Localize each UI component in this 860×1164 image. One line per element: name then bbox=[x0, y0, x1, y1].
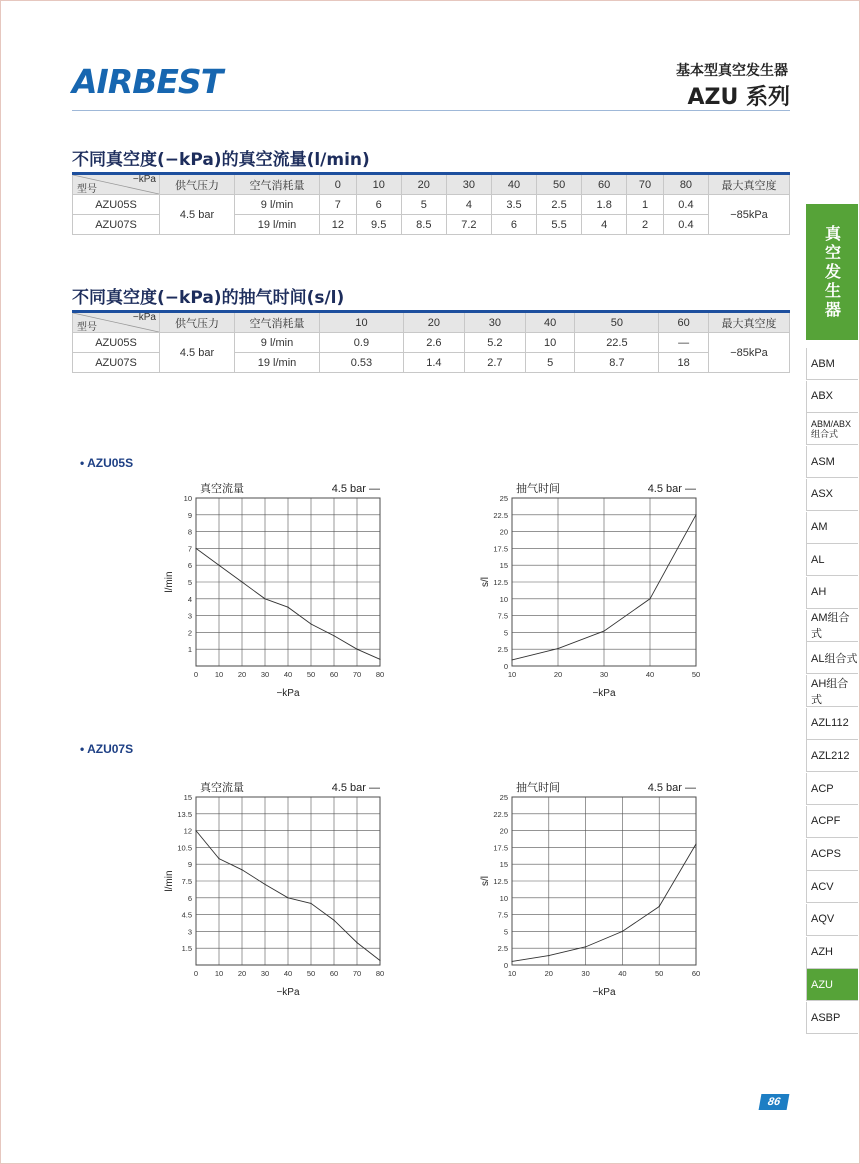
y-axis-label: s/l bbox=[480, 876, 491, 886]
data-point bbox=[310, 903, 311, 904]
brand-name: AIRBEST bbox=[72, 62, 223, 101]
value-cell: 4 bbox=[582, 215, 627, 235]
model-cell: AZU05S bbox=[73, 333, 160, 353]
y-tick-label: 13.5 bbox=[177, 809, 192, 819]
header-max: 最大真空度 bbox=[709, 174, 790, 195]
data-point bbox=[585, 946, 586, 947]
model-cell: AZU07S bbox=[73, 215, 160, 235]
header-level: 10 bbox=[320, 312, 404, 333]
y-tick-label: 15 bbox=[499, 860, 508, 870]
x-tick-label: 60 bbox=[329, 969, 339, 978]
y-tick-label: 20 bbox=[499, 527, 508, 537]
sidebar-item[interactable]: ACV bbox=[806, 871, 858, 903]
data-point bbox=[649, 598, 650, 599]
azu05s-evac-chart bbox=[476, 474, 716, 710]
x-tick-label: 60 bbox=[329, 670, 339, 679]
y-tick-label: 3 bbox=[187, 927, 192, 937]
y-tick-label: 10 bbox=[183, 494, 192, 503]
y-tick-label: 17.5 bbox=[493, 843, 508, 853]
data-point bbox=[548, 955, 549, 956]
sidebar-item[interactable]: AH bbox=[806, 577, 858, 609]
y-tick-label: 10 bbox=[499, 594, 508, 604]
data-point bbox=[659, 906, 660, 907]
y-tick-label: 25 bbox=[499, 793, 508, 802]
y-tick-label: 6 bbox=[187, 561, 192, 571]
value-cell: 5 bbox=[401, 195, 446, 215]
azu05s-heading: • AZU05S bbox=[80, 456, 134, 470]
value-cell: 5.5 bbox=[537, 215, 582, 235]
header-air: 空气消耗量 bbox=[235, 174, 320, 195]
chart-title: 抽气时间 bbox=[516, 483, 560, 495]
header-category: 基本型真空发生器 bbox=[676, 63, 788, 79]
data-point bbox=[310, 623, 311, 624]
y-tick-label: 7.5 bbox=[497, 910, 508, 920]
data-point bbox=[603, 630, 604, 631]
header-level: 60 bbox=[659, 312, 709, 333]
sidebar-item[interactable]: AZU bbox=[806, 969, 858, 1001]
chart-title: 抽气时间 bbox=[516, 782, 560, 794]
y-tick-label: 0 bbox=[503, 961, 508, 970]
data-point bbox=[511, 659, 512, 660]
model-cell: AZU05S bbox=[73, 195, 160, 215]
y-tick-label: 6 bbox=[187, 893, 192, 903]
header-level: 40 bbox=[491, 174, 536, 195]
sidebar-item[interactable]: ASBP bbox=[806, 1002, 858, 1034]
sidebar-item[interactable]: AZL112 bbox=[806, 708, 858, 740]
header-level: 50 bbox=[537, 174, 582, 195]
data-point bbox=[287, 897, 288, 898]
data-point bbox=[287, 607, 288, 608]
data-point bbox=[695, 514, 696, 515]
header-max: 最大真空度 bbox=[709, 312, 790, 333]
sidebar-item[interactable]: AM组合式 bbox=[806, 610, 858, 642]
azu07s-heading: • AZU07S bbox=[80, 742, 134, 756]
x-axis-label: −kPa bbox=[276, 987, 300, 998]
sidebar-item[interactable]: ACP bbox=[806, 773, 858, 805]
data-point bbox=[333, 635, 334, 636]
y-tick-label: 12 bbox=[183, 826, 192, 836]
y-tick-label: 7.5 bbox=[181, 877, 192, 886]
header-level: 10 bbox=[356, 174, 401, 195]
data-point bbox=[218, 565, 219, 566]
corner-diagonal bbox=[73, 313, 159, 332]
header-pressure: 供气压力 bbox=[160, 312, 235, 333]
x-tick-label: 80 bbox=[375, 969, 385, 978]
flow-table bbox=[72, 172, 790, 235]
x-tick-label: 10 bbox=[214, 670, 224, 679]
y-tick-label: 10 bbox=[499, 893, 508, 903]
value-cell: 2.5 bbox=[537, 195, 582, 215]
chart-legend: 4.5 bar — bbox=[647, 483, 696, 495]
value-cell: 0.9 bbox=[320, 333, 404, 353]
sidebar-item[interactable]: AL组合式 bbox=[806, 642, 858, 674]
y-tick-label: 5 bbox=[187, 578, 192, 587]
y-tick-label: 2 bbox=[187, 628, 192, 638]
sidebar-item[interactable]: AH组合式 bbox=[806, 675, 858, 707]
value-cell: 7 bbox=[320, 195, 357, 215]
header-level: 80 bbox=[663, 174, 708, 195]
x-tick-label: 40 bbox=[618, 969, 627, 978]
azu07s-flow-chart bbox=[160, 773, 400, 1009]
value-cell: 6 bbox=[356, 195, 401, 215]
value-cell: 2.7 bbox=[464, 353, 525, 373]
header-level: 70 bbox=[627, 174, 664, 195]
y-tick-label: 15 bbox=[183, 793, 192, 802]
azu05s-flow-chart bbox=[160, 474, 400, 710]
y-axis-label: s/l bbox=[480, 577, 491, 587]
y-axis-label: l/min bbox=[164, 870, 175, 892]
table2-title: 不同真空度(−kPa)的抽气时间(s/l) bbox=[72, 288, 345, 308]
table-header-row bbox=[73, 312, 790, 333]
sidebar-item[interactable]: ABM bbox=[806, 348, 858, 380]
x-tick-label: 40 bbox=[283, 969, 293, 978]
x-axis-label: −kPa bbox=[592, 987, 616, 998]
air-cell: 19 l/min bbox=[235, 215, 320, 235]
header-series: AZU 系列 bbox=[687, 85, 790, 110]
y-tick-label: 25 bbox=[499, 494, 508, 503]
x-tick-label: 20 bbox=[553, 670, 563, 679]
y-tick-label: 7.5 bbox=[497, 611, 508, 621]
data-point bbox=[356, 649, 357, 650]
x-tick-label: 40 bbox=[645, 670, 655, 679]
y-tick-label: 10.5 bbox=[177, 843, 192, 853]
y-tick-label: 12.5 bbox=[493, 578, 508, 587]
x-tick-label: 80 bbox=[375, 670, 385, 679]
header-level: 30 bbox=[464, 312, 525, 333]
header-pressure: 供气压力 bbox=[160, 174, 235, 195]
corner-unit: −kPa bbox=[132, 313, 156, 323]
sidebar-item[interactable]: ABM/ABX 组合式 bbox=[806, 413, 858, 445]
x-tick-label: 70 bbox=[352, 969, 362, 978]
y-tick-label: 9 bbox=[187, 860, 192, 870]
sidebar-item[interactable]: AQV bbox=[806, 904, 858, 936]
value-cell: 7.2 bbox=[446, 215, 491, 235]
value-cell: 0.4 bbox=[663, 195, 708, 215]
value-cell: 2.6 bbox=[403, 333, 464, 353]
sidebar-category-tab[interactable]: 真空发生器 bbox=[806, 204, 858, 340]
value-cell: 12 bbox=[320, 215, 357, 235]
sidebar-item[interactable]: ACPF bbox=[806, 806, 858, 838]
max-cell: −85kPa bbox=[709, 195, 790, 235]
x-tick-label: 70 bbox=[352, 670, 362, 679]
header-level: 30 bbox=[446, 174, 491, 195]
y-tick-label: 1 bbox=[187, 645, 192, 655]
sidebar-item[interactable]: AL bbox=[806, 544, 858, 576]
header-level: 20 bbox=[401, 174, 446, 195]
x-tick-label: 50 bbox=[306, 969, 316, 978]
data-point bbox=[622, 931, 623, 932]
y-tick-label: 0 bbox=[503, 662, 508, 671]
y-tick-label: 22.5 bbox=[493, 809, 508, 819]
y-tick-label: 5 bbox=[503, 628, 508, 638]
y-tick-label: 12.5 bbox=[493, 877, 508, 886]
air-cell: 19 l/min bbox=[235, 353, 320, 373]
x-tick-label: 0 bbox=[193, 670, 199, 679]
y-tick-label: 1.5 bbox=[181, 944, 192, 954]
table1-title: 不同真空度(−kPa)的真空流量(l/min) bbox=[72, 150, 370, 170]
chart-title: 真空流量 bbox=[200, 483, 244, 495]
data-point bbox=[695, 843, 696, 844]
header-divider bbox=[72, 110, 790, 111]
chart-title: 真空流量 bbox=[200, 782, 244, 794]
y-tick-label: 4 bbox=[187, 594, 192, 604]
y-tick-label: 17.5 bbox=[493, 544, 508, 554]
value-cell: 3.5 bbox=[491, 195, 536, 215]
x-tick-label: 50 bbox=[306, 670, 316, 679]
header-air: 空气消耗量 bbox=[235, 312, 320, 333]
y-tick-label: 22.5 bbox=[493, 510, 508, 520]
data-point bbox=[218, 858, 219, 859]
value-cell: 1.8 bbox=[582, 195, 627, 215]
x-tick-label: 40 bbox=[283, 670, 293, 679]
y-tick-label: 20 bbox=[499, 826, 508, 836]
value-cell: 5.2 bbox=[464, 333, 525, 353]
max-cell: −85kPa bbox=[709, 333, 790, 373]
value-cell: 0.4 bbox=[663, 215, 708, 235]
corner-unit: −kPa bbox=[132, 175, 156, 185]
data-point bbox=[264, 598, 265, 599]
value-cell: 10 bbox=[525, 333, 575, 353]
value-cell: 8.7 bbox=[575, 353, 659, 373]
x-tick-label: 50 bbox=[655, 969, 664, 978]
value-cell: 8.5 bbox=[401, 215, 446, 235]
corner-diagonal bbox=[73, 175, 159, 194]
air-cell: 9 l/min bbox=[235, 333, 320, 353]
model-cell: AZU07S bbox=[73, 353, 160, 373]
data-point bbox=[195, 830, 196, 831]
azu07s-evac-chart bbox=[476, 773, 716, 1009]
pressure-cell: 4.5 bar bbox=[160, 195, 235, 235]
sidebar-item[interactable]: ASX bbox=[806, 479, 858, 511]
corner-model: 型号 bbox=[77, 184, 97, 194]
x-tick-label: 0 bbox=[193, 969, 199, 978]
data-point bbox=[379, 960, 380, 961]
chart-legend: 4.5 bar — bbox=[331, 483, 380, 495]
y-tick-label: 7 bbox=[187, 544, 192, 554]
y-tick-label: 15 bbox=[499, 561, 508, 571]
corner-model: 型号 bbox=[77, 322, 97, 332]
corner-cell bbox=[73, 312, 160, 333]
value-cell: 4 bbox=[446, 195, 491, 215]
value-cell: 1 bbox=[627, 195, 664, 215]
sidebar-item[interactable]: AZL212 bbox=[806, 740, 858, 772]
x-tick-label: 30 bbox=[260, 969, 270, 978]
data-point bbox=[241, 581, 242, 582]
y-tick-label: 5 bbox=[503, 927, 508, 937]
y-tick-label: 4.5 bbox=[181, 910, 192, 920]
header-level: 20 bbox=[403, 312, 464, 333]
x-tick-label: 10 bbox=[507, 969, 517, 978]
x-tick-label: 20 bbox=[237, 969, 247, 978]
value-cell: 5 bbox=[525, 353, 575, 373]
sidebar-item[interactable]: ACPS bbox=[806, 839, 858, 871]
value-cell: 9.5 bbox=[356, 215, 401, 235]
table-header-row bbox=[73, 174, 790, 195]
sidebar-item[interactable]: AZH bbox=[806, 937, 858, 969]
y-tick-label: 3 bbox=[187, 611, 192, 621]
chart-legend: 4.5 bar — bbox=[331, 782, 380, 794]
data-point bbox=[241, 869, 242, 870]
data-point bbox=[264, 884, 265, 885]
x-tick-label: 10 bbox=[214, 969, 224, 978]
x-tick-label: 30 bbox=[260, 670, 270, 679]
pressure-cell: 4.5 bar bbox=[160, 333, 235, 373]
x-axis-label: −kPa bbox=[592, 688, 616, 699]
header-level: 50 bbox=[575, 312, 659, 333]
data-point bbox=[557, 648, 558, 649]
x-tick-label: 60 bbox=[691, 969, 701, 978]
data-point bbox=[379, 659, 380, 660]
data-point bbox=[333, 920, 334, 921]
y-tick-label: 2.5 bbox=[497, 645, 508, 655]
data-point bbox=[511, 961, 512, 962]
sidebar-item[interactable]: AM bbox=[806, 512, 858, 544]
value-cell: 18 bbox=[659, 353, 709, 373]
x-tick-label: 20 bbox=[237, 670, 247, 679]
chart-legend: 4.5 bar — bbox=[647, 782, 696, 794]
x-tick-label: 30 bbox=[581, 969, 590, 978]
sidebar-item[interactable]: ABX bbox=[806, 381, 858, 413]
y-tick-label: 8 bbox=[187, 527, 192, 537]
x-axis-label: −kPa bbox=[276, 688, 300, 699]
value-cell: — bbox=[659, 333, 709, 353]
x-tick-label: 30 bbox=[599, 670, 609, 679]
table-row bbox=[73, 195, 790, 215]
sidebar-item[interactable]: ASM bbox=[806, 446, 858, 478]
value-cell: 0.53 bbox=[320, 353, 404, 373]
page-number: 86 bbox=[759, 1094, 790, 1110]
x-tick-label: 10 bbox=[507, 670, 517, 679]
data-point bbox=[195, 548, 196, 549]
y-tick-label: 2.5 bbox=[497, 944, 508, 954]
header-level: 60 bbox=[582, 174, 627, 195]
corner-cell bbox=[73, 174, 160, 195]
header-level: 0 bbox=[320, 174, 357, 195]
value-cell: 6 bbox=[491, 215, 536, 235]
y-axis-label: l/min bbox=[164, 571, 175, 593]
value-cell: 2 bbox=[627, 215, 664, 235]
table-row bbox=[73, 333, 790, 353]
x-tick-label: 50 bbox=[691, 670, 701, 679]
value-cell: 1.4 bbox=[403, 353, 464, 373]
evac-table bbox=[72, 310, 790, 373]
value-cell: 22.5 bbox=[575, 333, 659, 353]
air-cell: 9 l/min bbox=[235, 195, 320, 215]
x-tick-label: 20 bbox=[544, 969, 553, 978]
header-level: 40 bbox=[525, 312, 575, 333]
y-tick-label: 9 bbox=[187, 510, 192, 520]
data-point bbox=[356, 942, 357, 943]
